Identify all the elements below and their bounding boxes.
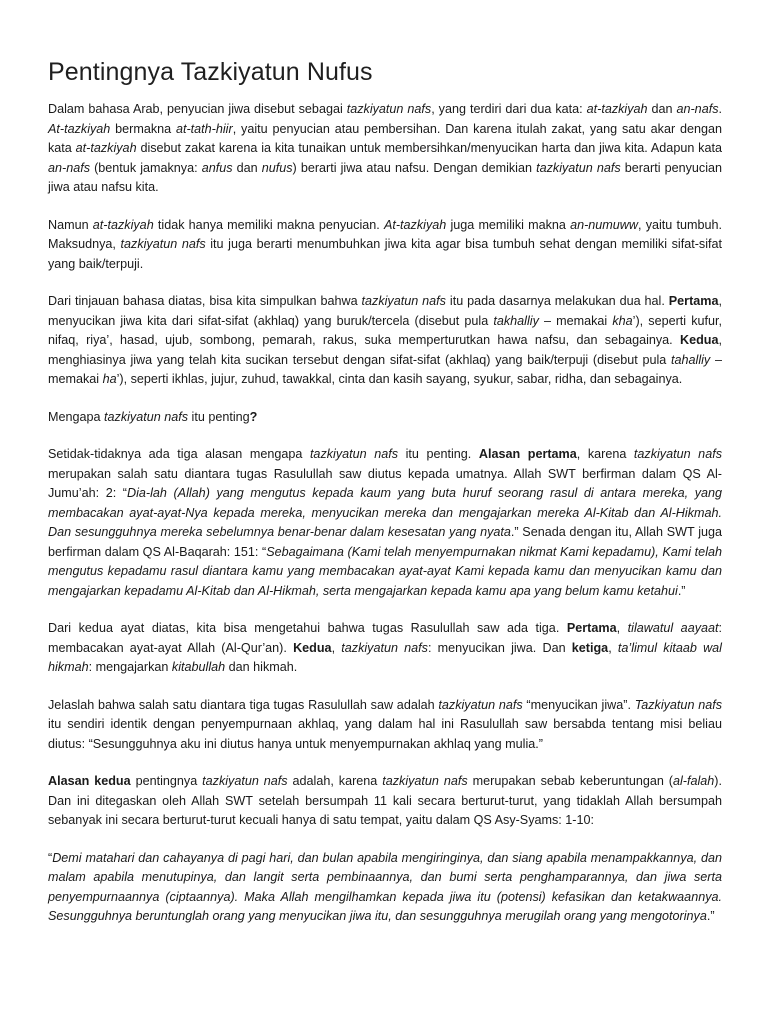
text-segment: at-tazkiyah	[92, 217, 154, 232]
text-segment: : mengajarkan	[88, 660, 172, 674]
text-segment: itu penting.	[398, 447, 479, 461]
text-segment: berarti penyucian jiwa atau nafsu kita.	[48, 160, 722, 194]
paragraph-6	[48, 619, 722, 678]
text-segment: disebut zakat karena ia kita tunaikan untuk membersihkan/menyucikan harta dan jiwa kita. Adapun kata	[136, 141, 722, 155]
document-body	[48, 100, 722, 945]
text-segment: nufus	[261, 160, 293, 175]
text-segment: Dari kedua ayat diatas, kita bisa mengetahui bahwa tugas Rasulullah saw ada tiga.	[48, 621, 567, 635]
paragraph-2	[48, 216, 722, 275]
text-segment: itu sendiri identik dengan penyempurnaan akhlaq, yang dalam hal ini Rasulullah saw bersabda tentang misi beliau diutus: “Sesungguhnya aku ini diutus hanya untuk menyempurnakan akhlaq yang mulia.”	[48, 717, 722, 751]
text-segment: – memakai	[538, 313, 613, 328]
text-segment: ,	[608, 640, 618, 655]
text-segment: ) berarti jiwa atau nafsu. Dengan demikian	[292, 160, 537, 175]
text-segment: dan hikmah.	[225, 660, 298, 674]
text-segment: ,	[616, 621, 628, 635]
text-segment: itu penting	[188, 409, 250, 424]
text-segment: an-numuww	[570, 217, 638, 232]
text-segment: dan	[647, 102, 677, 116]
text-segment: Dari tinjauan bahasa diatas, bisa kita simpulkan bahwa	[48, 294, 362, 308]
text-segment: (bentuk jamaknya:	[90, 160, 202, 175]
text-segment: tazkiyatun nafs	[341, 640, 428, 655]
text-segment: Sebagaimana (Kami telah menyempurnakan nikmat Kami kepadamu), Kami telah mengutus kepadamu rasul diantara kamu yang membacakan ayat-ayat Kami kepada kamu dan menyucikan kamu dan mengajarkan kepadamu Al-Kitab dan Al-Hikmah, serta mengajarkan kepada kamu apa yang belum kamu ketahui	[48, 544, 722, 598]
text-segment: an-nafs	[48, 160, 91, 175]
text-segment: anfus	[201, 160, 233, 175]
text-segment: takhalliy	[493, 313, 539, 328]
page-title: Pentingnya Tazkiyatun Nufus	[48, 58, 373, 86]
text-segment: tazkiyatun nafs	[633, 447, 722, 461]
text-segment: tahalliy	[671, 352, 711, 367]
text-segment: ). Dan ini ditegaskan oleh Allah SWT setelah bersumpah 11 kali secara berturut-turut, yang tidaklah Allah bersumpah sebanyak ini secara berturut-turut kecuali hanya di satu tempat, yaitu dalam QS Asy-Syams: 1-10:	[48, 774, 722, 827]
paragraph-1	[48, 100, 722, 198]
text-segment: ,	[331, 640, 342, 655]
text-segment: At-tazkiyah	[383, 217, 447, 232]
text-segment: tazkiyatun nafs	[120, 237, 206, 251]
text-segment: itu juga berarti menumbuhkan jiwa kita agar bisa tumbuh sehat dengan memiliki sifat-sifat yang baik/terpuji.	[48, 237, 722, 271]
text-segment: , yaitu tumbuh. Maksudnya,	[48, 217, 722, 251]
text-segment: at-tazkiyah	[586, 102, 648, 116]
paragraph-9	[48, 849, 722, 927]
text-segment: , menghiasinya jiwa yang telah kita sucikan tersebut dengan sifat-sifat (akhlaq) yang baik/terpuji (disebut pula	[48, 333, 722, 367]
text-segment: : menyucikan jiwa. Dan	[427, 640, 572, 655]
text-segment: pentingnya	[130, 774, 203, 788]
text-segment: : membacakan ayat-ayat Allah (Al-Qur’an).	[48, 621, 722, 655]
text-segment: ’), seperti kufur, nifaq, riya’, hasad, ujub, sombong, pemarah, rakus, suka memperturutkan hawa nafsu, dan sebagainya.	[48, 313, 723, 347]
text-segment: Jelaslah bahwa salah satu diantara tiga tugas Rasulullah saw adalah	[48, 697, 439, 712]
text-segment: tazkiyatun nafs	[438, 697, 523, 712]
text-segment: At-tazkiyah	[48, 121, 111, 136]
text-segment: tazkiyatun nafs	[346, 102, 432, 116]
text-segment: Kedua	[680, 333, 719, 347]
text-segment: .” Senada dengan itu, Allah SWT juga berfirman dalam QS Al-Baqarah: 151: “	[48, 525, 722, 559]
text-segment: Namun	[48, 217, 93, 232]
text-segment: .”	[706, 909, 715, 923]
text-segment: merupakan sebab keberuntungan (	[467, 774, 673, 788]
text-segment: adalah, karena	[287, 774, 383, 788]
text-segment: , yaitu penyucian atau pembersihan. Dan karena itulah zakat, yang satu akar dengan kata	[48, 121, 723, 155]
text-segment: at-tazkiyah	[75, 141, 137, 155]
text-segment: – memakai	[48, 352, 722, 386]
text-segment: .	[718, 102, 722, 116]
text-segment: an-nafs	[676, 102, 719, 116]
text-segment: Setidak-tidaknya ada tiga alasan mengapa	[48, 447, 310, 461]
text-segment: tazkiyatun nafs	[309, 447, 399, 461]
text-segment: tazkiyatun nafs	[202, 774, 288, 788]
text-segment: Dia-lah (Allah) yang mengutus kepada kaum yang buta huruf seorang rasul di antara mereka, yang membacakan ayat-ayat-Nya kepada mereka, menyucikan mereka dan mengajarkan mereka Al-Kitab dan Al-Hikmah. Dan sesungguhnya mereka sebelumnya benar-benar dalam kesesatan yang nyata	[48, 486, 723, 539]
text-segment: juga memiliki makna	[446, 217, 571, 232]
text-segment: , menyucikan jiwa kita dari sifat-sifat (akhlaq) yang buruk/tercela (disebut pula	[48, 294, 722, 328]
text-segment: tazkiyatun nafs	[382, 774, 468, 788]
text-segment: tazkiyatun nafs	[536, 160, 621, 175]
text-segment: ?	[249, 409, 258, 424]
paragraph-7	[48, 696, 722, 755]
text-segment: ha	[102, 372, 117, 386]
text-segment: tidak hanya memiliki makna penyucian.	[153, 217, 384, 232]
text-segment: kha	[612, 313, 633, 328]
text-segment: Mengapa	[48, 409, 105, 424]
text-segment: ’), seperti ikhlas, jujur, zuhud, tawakkal, cinta dan kasih sayang, syukur, sabar, ridha, dan sebagainya.	[116, 372, 683, 386]
text-segment: bermakna	[110, 121, 176, 136]
text-segment: Demi matahari dan cahayanya di pagi hari, dan bulan apabila mengiringinya, dan siang apabila menampakkannya, dan malam apabila menutupinya, dan langit serta pembinaannya, dan bumi serta penghamparannya, dan jiwa serta penyempurnaannya (ciptaannya). Maka Allah mengilhamkan kepada jiwa itu (potensi) kefasikan dan ketakwaannya. Sesungguhnya beruntunglah orang yang menyucikan jiwa itu, dan sesungguhnya merugilah orang yang mengotorinya	[48, 850, 722, 923]
text-segment: .”	[677, 583, 686, 598]
paragraph-3	[48, 292, 722, 390]
text-segment: itu pada dasarnya melakukan dua hal.	[445, 294, 669, 308]
text-segment: at-tath-hiir	[175, 121, 233, 136]
text-segment: ta’limul kitaab wal hikmah	[48, 640, 722, 674]
text-segment: Pertama	[566, 621, 617, 635]
text-segment: Alasan pertama	[478, 447, 577, 461]
paragraph-5	[48, 445, 722, 601]
paragraph-8	[48, 772, 722, 831]
text-segment: tazkiyatun nafs	[104, 409, 189, 424]
text-segment: ketiga	[571, 640, 609, 655]
text-segment: al-falah	[672, 774, 715, 788]
text-segment: Alasan kedua	[48, 774, 131, 788]
text-segment: Kedua	[293, 640, 332, 655]
text-segment: tazkiyatun nafs	[361, 294, 446, 308]
text-segment: Pertama	[668, 294, 719, 308]
text-segment: Dalam bahasa Arab, penyucian jiwa disebut sebagai	[48, 102, 347, 116]
text-segment: “	[48, 850, 53, 865]
text-segment: dan	[232, 160, 262, 175]
text-segment: , karena	[576, 447, 634, 461]
text-segment: kitabullah	[171, 660, 226, 674]
text-segment: tilawatul aayaat	[627, 621, 719, 635]
text-segment: , yang terdiri dari dua kata:	[431, 102, 587, 116]
text-segment: Tazkiyatun nafs	[634, 697, 722, 712]
text-segment: “menyucikan jiwa”.	[522, 697, 635, 712]
text-segment: merupakan salah satu diantara tugas Rasulullah saw diutus kepada umatnya. Allah SWT berfirman dalam QS Al-Jumu’ah: 2: “	[48, 466, 722, 500]
paragraph-4	[48, 408, 722, 428]
